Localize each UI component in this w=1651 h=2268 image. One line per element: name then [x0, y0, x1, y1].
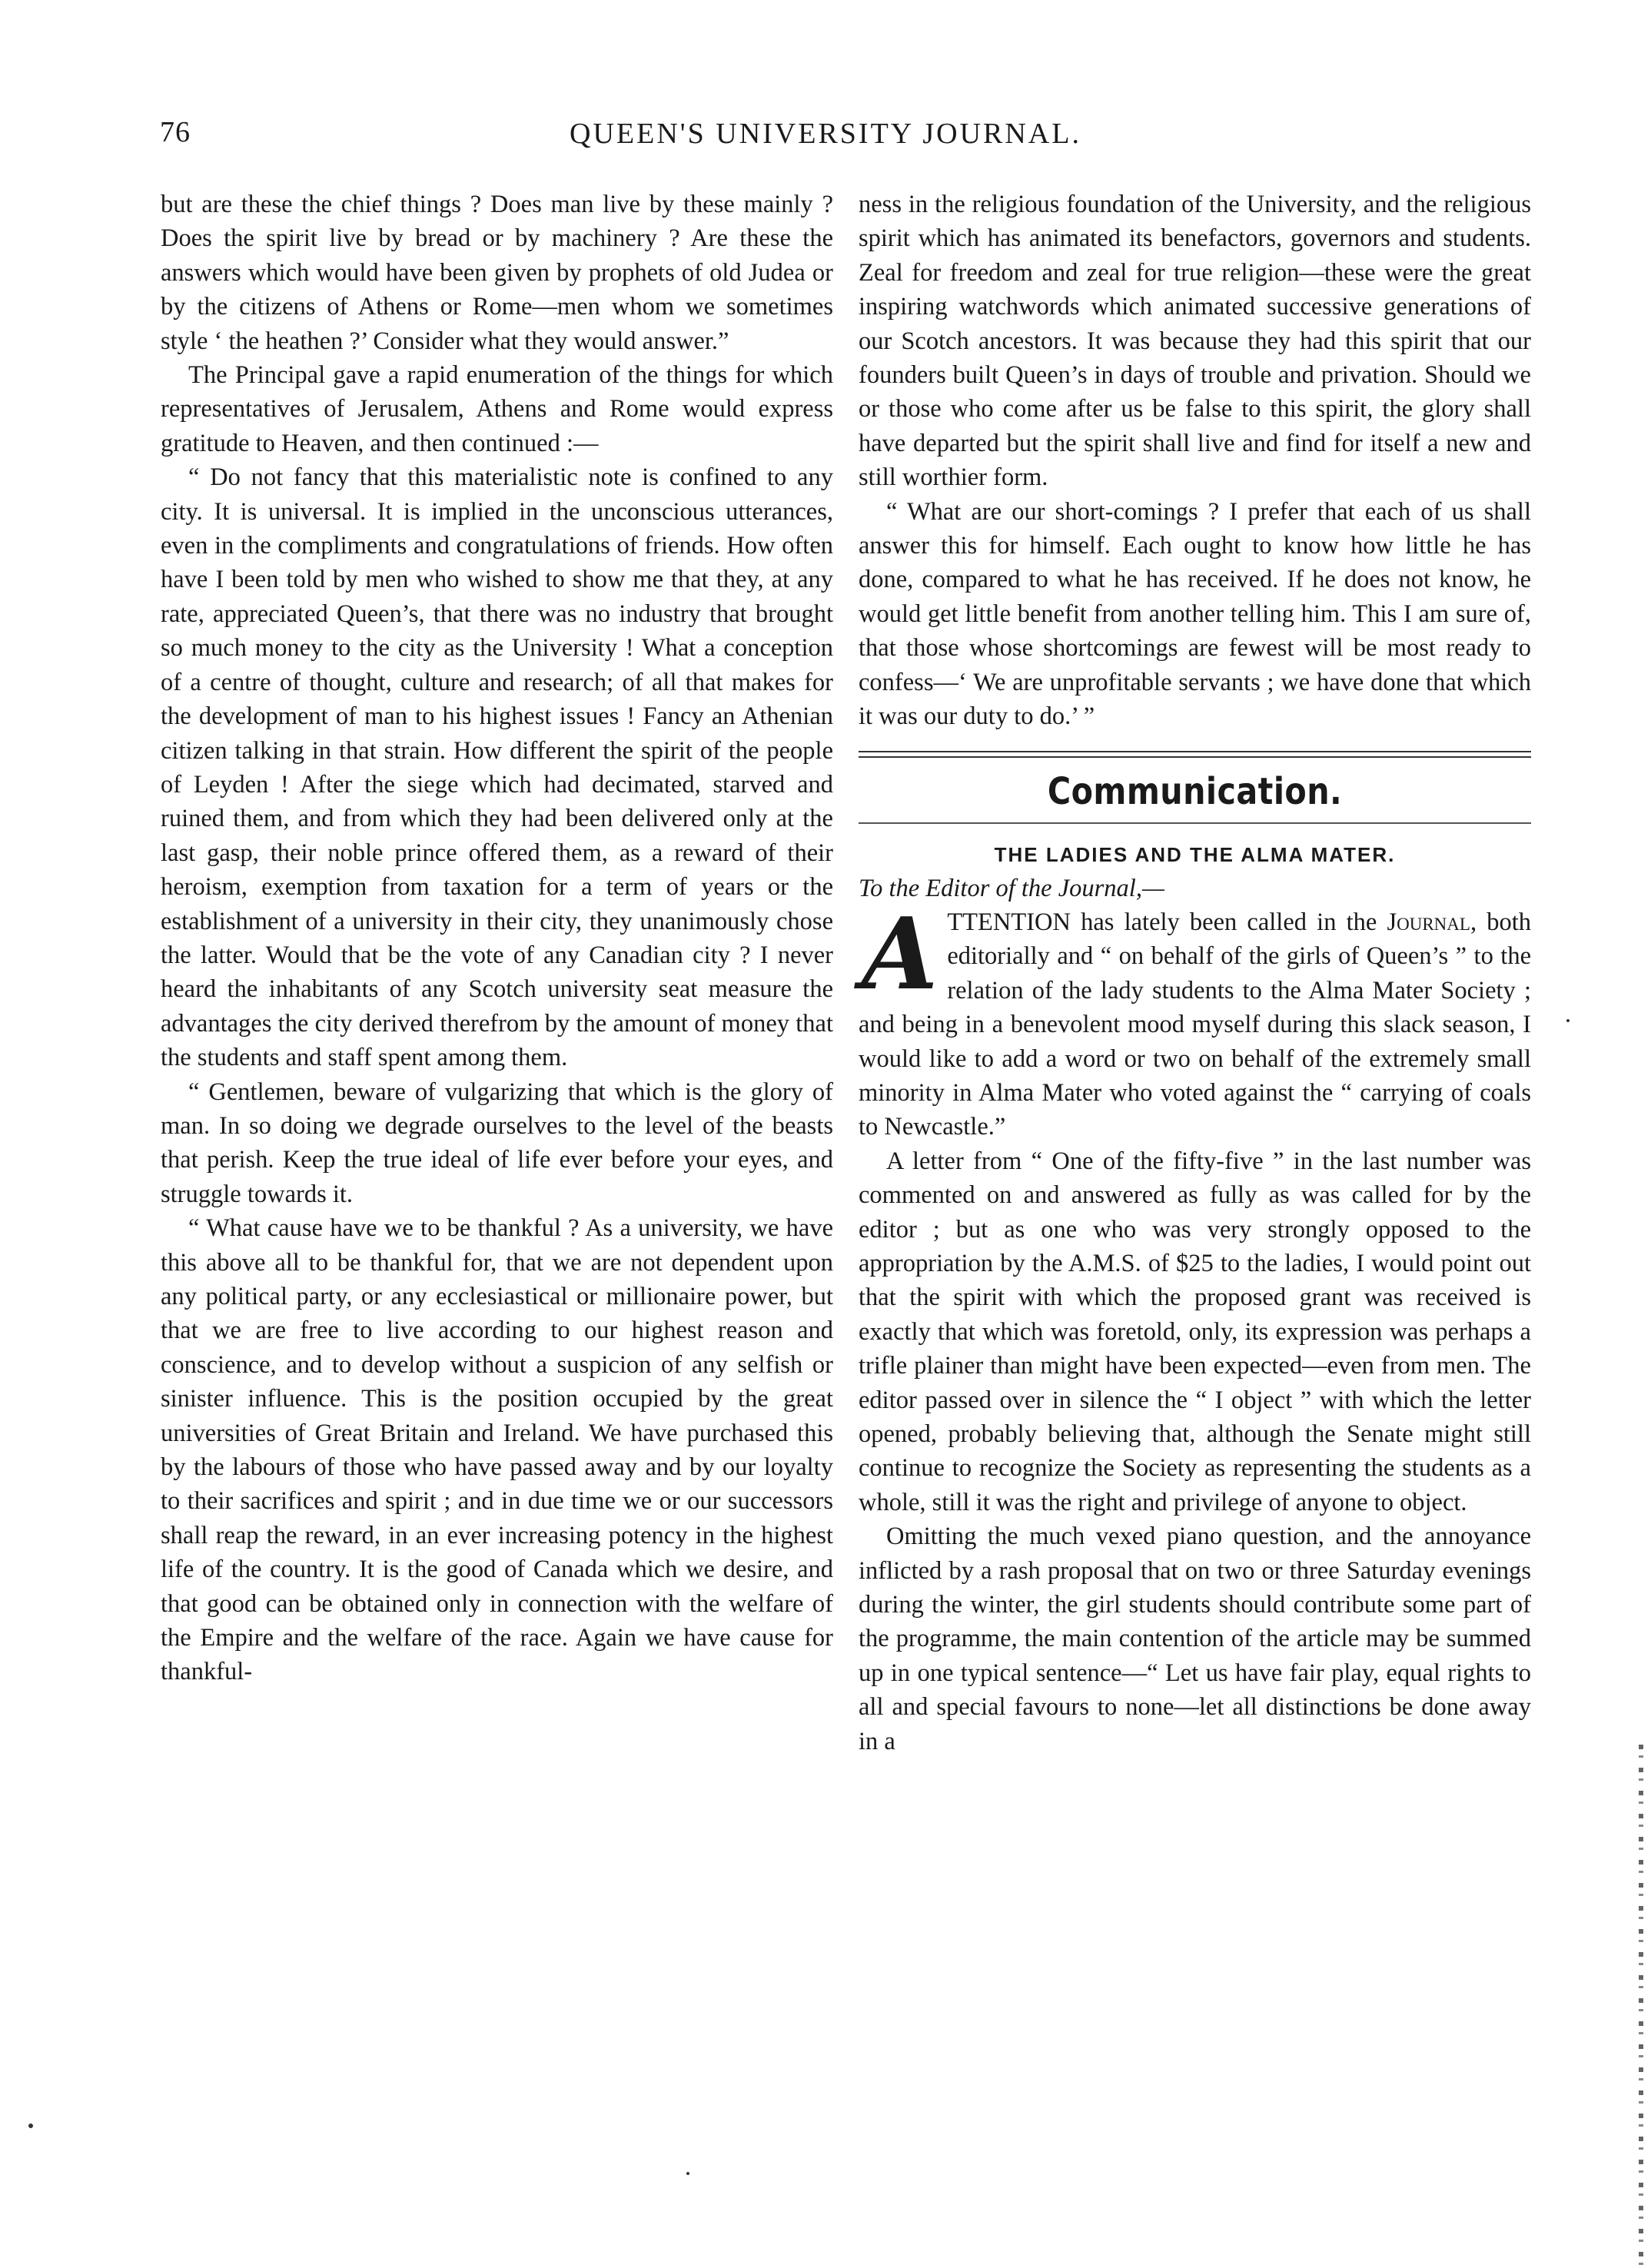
opening-rest: , both editorially and “ on behalf of the girls of Queen’s ” to the relation of the lady students to the Alma Mater Society ; and being in a benevolent mood myself during this slack season, I would like to add a word or two on behalf of the extremely small minority in Alma Mater who voted against the “ carrying of coals to Newcastle.” — [859, 908, 1531, 1141]
running-head: QUEEN'S UNIVERSITY JOURNAL. — [570, 118, 1081, 150]
section-title: Communication. — [1047, 769, 1343, 813]
paragraph: “ Do not fancy that this materialistic note is confined to any city. It is universal. It is implied in the unconscious utterances, even in the compliments and congratulations of friends. How often have I been told by men who wished to show me that they, at any rate, appreciated Queen’s, that there was no industry that brought so much money to the city as the University ! What a conception of a centre of thought, culture and research; of all that makes for the development of man to his highest issues ! Fancy an Athenian citizen talking in that strain. How different the spirit of the people of Leyden ! After the siege which had decimated, starved and ruined them, and from which they had been delivered only at the last gasp, their noble prince offered them, as a reward of their heroism, exemption from taxation for a term of years or the establishment of a university in their city, they unanimously chose the latter. Would that be the vote of any Canadian city ? I never heard the inhabitants of any Scotch university seat measure the advantages the city derived therefrom by the amount of money that the students and staff spent among them. — [161, 463, 833, 1072]
paragraph: ness in the religious foundation of the University, and the religious spirit which has animated its benefactors, governors and students. Zeal for freedom and zeal for true religion—these were the great inspiring watchwords which animated successive generations of our Scotch ancestors. It was because they had this spirit that our founders built Queen’s in days of trouble and privation. Should we or those who come after us be false to this spirit, the glory shall have departed but the spirit shall live and find for itself a new and still worthier form. — [859, 191, 1531, 492]
left-column — [161, 188, 833, 1689]
paragraph: but are these the chief things ? Does man live by these mainly ? Does the spirit live by bread or by machinery ? Are these the answers which would have been given by prophets of old Judea or by the citizens of Athens or Rome—men whom we sometimes style ‘ the heathen ?’ Consider what they would answer.” — [161, 191, 833, 355]
paragraph: The Principal gave a rapid enumeration of the things for which representatives of Jerusalem, Athens and Rome would express gratitude to Heaven, and then continued :— — [161, 361, 833, 457]
paragraph: A letter from “ One of the fifty-five ” in the last number was commented on and answered as fully as was called for by the editor ; but as one who was very strongly opposed to the appropriation by the A.M.S. of $25 to the ladies, I would point out that the spirit with which the proposed grant was received is exactly that which was foretold, only, its expression was perhaps a trifle plainer than might have been expected—even from men. The editor passed over in silence the “ I object ” with which the letter opened, probably believing that, although the Senate might still continue to recognize the Society as representing the students as a whole, still it was the right and privilege of anyone to object. — [859, 1147, 1531, 1516]
section-divider — [859, 751, 1531, 758]
opening-paragraph — [859, 896, 1531, 1144]
opening-words: TTENTION has lately been called in the — [947, 908, 1387, 936]
journal-word: Journal — [1387, 908, 1470, 936]
scan-edge-artifact — [1639, 1745, 1643, 2267]
article-title: THE LADIES AND THE ALMA MATER. — [994, 842, 1396, 866]
section-divider-thin — [859, 822, 1531, 824]
salutation: To the Editor of the Journal,— — [859, 874, 1164, 902]
paragraph: “ What cause have we to be thankful ? As a university, we have this above all to be thankful for, that we are not dependent upon any political party, or any ecclesiastical or millionaire power, but that we are free to live according to our highest reason and conscience, and to develop without a suspicion of any selfish or sinister influence. This is the position occupied by the great universities of Great Britain and Ireland. We have purchased this by the labours of those who have passed away and by our loyalty to their sacrifices and spirit ; and in due time we or our successors shall reap the reward, in an ever increasing potency in the highest life of the country. It is the good of Canada which we desire, and that good can be obtained only in connection with the welfare of the Empire and the welfare of the race. Again we have cause for thankful- — [161, 1214, 833, 1686]
drop-cap: A — [862, 896, 938, 1012]
right-column — [859, 188, 1531, 1758]
print-speck — [1566, 1019, 1570, 1022]
paragraph: “ Gentlemen, beware of vulgarizing that which is the glory of man. In so doing we degrade ourselves to the level of the beasts that perish. Keep the true ideal of life ever before your eyes, and struggle towards it. — [161, 1078, 833, 1208]
print-speck — [28, 2124, 33, 2128]
page-number: 76 — [160, 116, 191, 148]
paragraph: Omitting the much vexed piano question, and the annoyance inflicted by a rash proposal that on two or three Saturday evenings during the winter, the girl students should contribute some part of the programme, the main contention of the article may be summed up in one typical sentence—“ Let us have fair play, equal rights to all and special favours to none—let all distinctions be done away in a — [859, 1523, 1531, 1755]
paragraph: “ What are our short-comings ? I prefer that each of us shall answer this for himself. Each ought to know how little he has done, compared to what he has received. If he does not know, he would get little benefit from another telling him. This I am sure of, that those whose shortcomings are fewest will be most ready to confess—‘ We are unprofitable servants ; we have done that which it was our duty to do.’ ” — [859, 497, 1531, 731]
print-speck — [686, 2172, 689, 2175]
